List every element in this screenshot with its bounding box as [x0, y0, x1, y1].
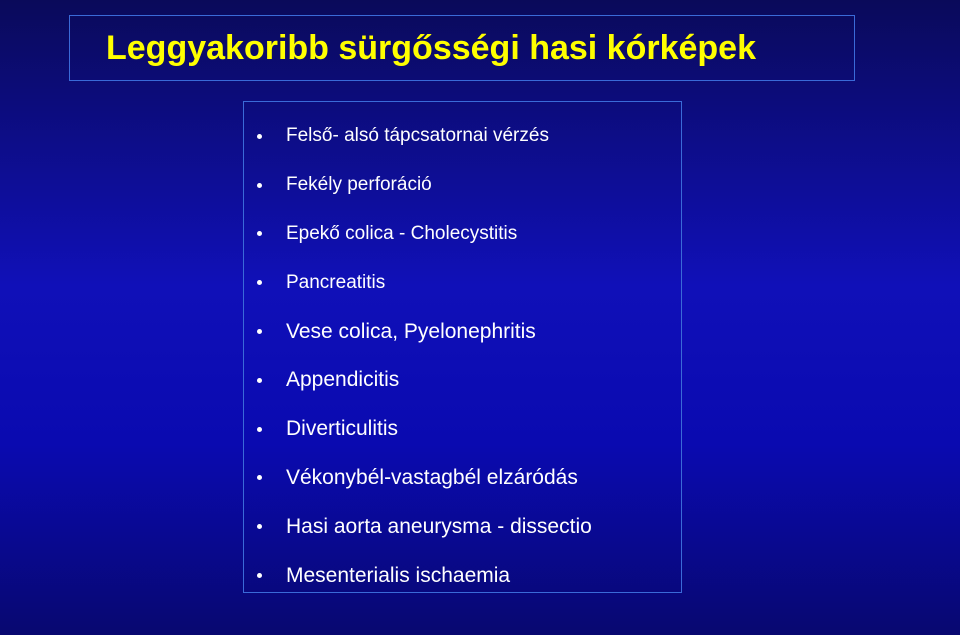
list-item [244, 307, 681, 356]
list-item [244, 502, 681, 551]
bullet-icon [257, 378, 262, 383]
list-item [244, 258, 681, 307]
bullet-icon [257, 183, 262, 188]
list-item [244, 405, 681, 454]
list-item [244, 356, 681, 405]
title-box [69, 15, 855, 81]
bullet-icon [257, 524, 262, 529]
list-item-text: Diverticulitis [286, 417, 399, 441]
list-item-text: Fekély perforáció [286, 174, 432, 196]
bullet-icon [257, 280, 262, 285]
bullet-icon [257, 134, 262, 139]
bullet-icon [257, 475, 262, 480]
bullet-list-box [243, 101, 682, 593]
list-item-text: Vékonybél-vastagbél elzáródás [286, 465, 578, 489]
slide-title: Leggyakoribb sürgősségi hasi kórképek [106, 29, 757, 67]
list-item-text: Hasi aorta aneurysma - dissectio [286, 514, 592, 538]
bullet-icon [257, 231, 262, 236]
list-item-text: Appendicitis [286, 368, 400, 392]
list-item [244, 551, 681, 600]
bullet-icon [257, 427, 262, 432]
bullet-list [244, 112, 681, 600]
list-item [244, 112, 681, 161]
list-item-text: Vese colica, Pyelonephritis [286, 319, 536, 343]
list-item [244, 161, 681, 210]
list-item [244, 210, 681, 259]
list-item-text: Pancreatitis [286, 271, 386, 293]
bullet-icon [257, 573, 262, 578]
list-item-text: Epekő colica - Cholecystitis [286, 222, 518, 244]
bullet-icon [257, 329, 262, 334]
list-item [244, 454, 681, 503]
list-item-text: Mesenterialis ischaemia [286, 563, 511, 587]
list-item-text: Felső- alsó tápcsatornai vérzés [286, 125, 549, 147]
